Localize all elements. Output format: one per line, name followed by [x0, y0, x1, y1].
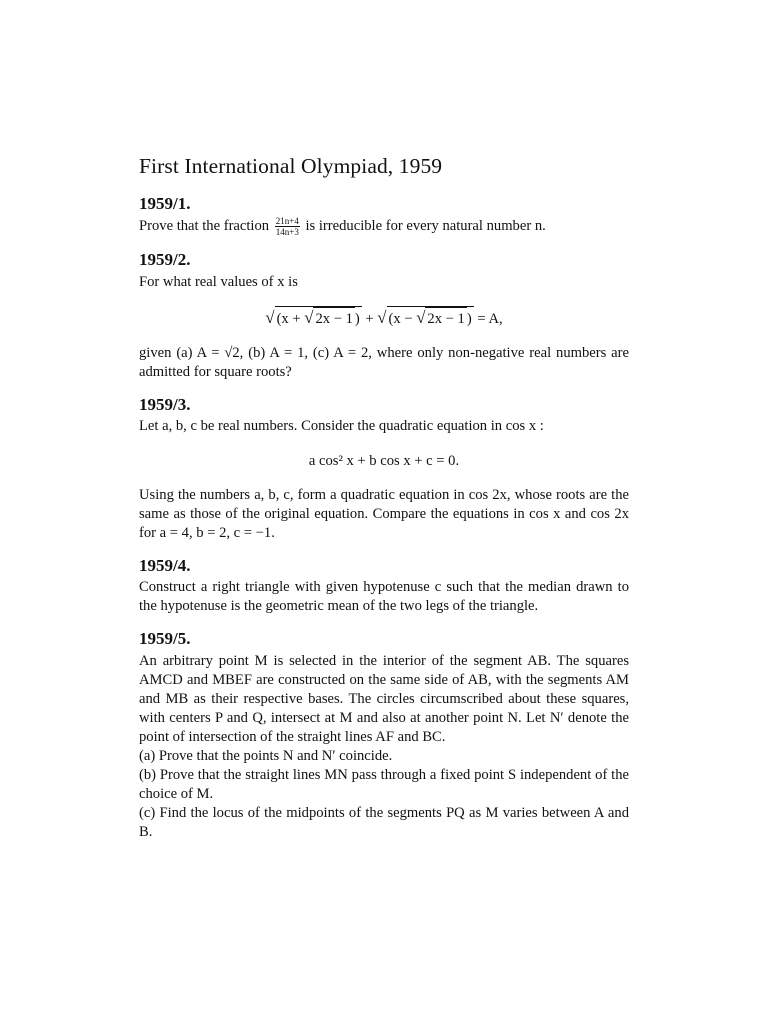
problem-3-after: Using the numbers a, b, c, form a quadratic equation in cos 2x, whose roots are the same as those of the original equation. Compare the equations in cos x and cos 2x for a = 4, b = 2, c = −1. — [139, 486, 629, 541]
problem-1-title: 1959/1. — [139, 193, 191, 213]
eq-end: = A, — [473, 310, 503, 327]
problem-5-text: An arbitrary point M is selected in the interior of the segment AB. The squares AMCD and MBEF are constructed on the same side of AB, with the segments AM and MB as their respective bases. The circles circumscribed about these squares, with centers P and Q, intersect at M and also at another point N. Let N′ denote the point of intersection of the straight lines AF and BC. — [139, 652, 629, 745]
problem-2-equation — [139, 306, 629, 330]
eq-right-b: 2x − 1 — [425, 307, 466, 330]
sqrt-left: √ (x + √ 2x − 1 ) — [265, 306, 361, 330]
document-page — [139, 154, 629, 855]
problem-1-text-after: is irreducible for every natural number n. — [305, 218, 546, 235]
problem-2-title: 1959/2. — [139, 250, 191, 270]
sqrt-right: √ (x − √ 2x − 1 ) — [377, 306, 473, 330]
page-title: First International Olympiad, 1959 — [139, 154, 443, 178]
sqrt-left-inner: √ 2x − 1 — [304, 307, 355, 330]
fraction-numerator: 21n+4 — [275, 216, 299, 227]
problem-1-text — [139, 216, 629, 237]
problem-1-text-before: Prove that the fraction — [139, 218, 270, 235]
problem-5-part-a: (a) Prove that the points N and N′ coincide. — [139, 747, 393, 764]
problem-2-after: given (a) A = √2, (b) A = 1, (c) A = 2, where only non-negative real numbers are admitted for square roots? — [139, 344, 629, 380]
fraction-denominator: 14n+3 — [275, 227, 299, 238]
sqrt-right-inner: √ 2x − 1 — [416, 307, 467, 330]
eq-right-c: ) — [466, 310, 472, 327]
eq-left-b: 2x − 1 — [313, 307, 354, 330]
problem-2-intro: For what real values of x is — [139, 273, 298, 290]
problem-3 — [139, 395, 629, 543]
problem-4-title: 1959/4. — [139, 555, 191, 575]
problem-2 — [139, 250, 629, 381]
eq-left-a: (x + — [276, 310, 305, 327]
problem-1 — [139, 194, 629, 237]
problem-3-equation: a cos² x + b cos x + c = 0. — [308, 452, 460, 469]
problem-5 — [139, 629, 629, 841]
problem-3-intro: Let a, b, c be real numbers. Consider the quadratic equation in cos x : — [139, 417, 544, 434]
problem-4-text: Construct a right triangle with given hypotenuse c such that the median drawn to the hypotenuse is the geometric mean of the two legs of the triangle. — [139, 579, 629, 615]
eq-right-a: (x − — [388, 310, 417, 327]
problem-5-part-c: (c) Find the locus of the midpoints of the segments PQ as M varies between A and B. — [139, 804, 629, 840]
problem-5-part-b: (b) Prove that the straight lines MN pass through a fixed point S independent of the choice of M. — [139, 766, 629, 802]
fraction — [275, 216, 300, 237]
problem-5-title: 1959/5. — [139, 629, 191, 649]
eq-left-c: ) — [354, 310, 360, 327]
problem-4 — [139, 556, 629, 616]
problem-3-title: 1959/3. — [139, 394, 191, 414]
eq-plus: + — [361, 310, 378, 327]
